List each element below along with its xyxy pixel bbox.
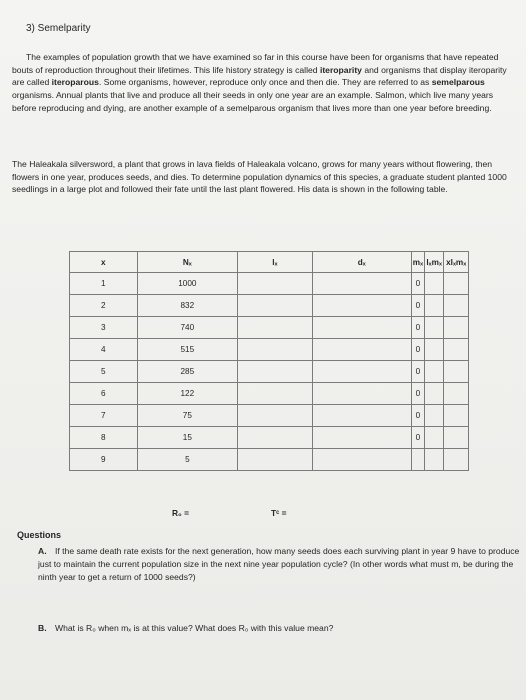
cell-dx (312, 361, 411, 383)
cell-mx: 0 (411, 383, 424, 405)
table-row (70, 383, 469, 405)
cell-xlxmx (444, 383, 469, 405)
cell-nx: 1000 (137, 273, 237, 295)
cell-x: 1 (70, 273, 138, 295)
para1-mid1: and organisms that display iteroparity are called (12, 64, 507, 88)
section-heading: 3) Semelparity (26, 23, 91, 34)
table-row (70, 449, 469, 471)
para1-mid2: . Some organisms, however, reproduce only once and then die. They are referred to as (98, 77, 432, 88)
question-b (38, 622, 522, 635)
col-header-nx: Nₓ (137, 252, 237, 273)
cell-dx (312, 383, 411, 405)
table-row (70, 361, 469, 383)
cell-mx: 0 (411, 361, 424, 383)
cell-lx (238, 295, 313, 317)
question-b-label: B. (38, 623, 47, 633)
paragraph-semelparity-intro (12, 51, 518, 115)
cell-x: 6 (70, 383, 138, 405)
cell-x: 7 (70, 405, 138, 427)
cell-nx: 122 (137, 383, 237, 405)
questions-title: Questions (17, 530, 62, 540)
cell-lxmx (425, 273, 444, 295)
cell-lx (238, 427, 313, 449)
cell-lxmx (425, 383, 444, 405)
question-a-text: If the same death rate exists for the next generation, how many seeds does each surviving plant in year 9 have to produce just to maintain the current population size in the next nine year population cycle? (In other words what must m, be during the ninth year to get a return of 1000 seeds?) (38, 546, 520, 582)
cell-nx: 515 (137, 339, 237, 361)
r0-label: R₀ = (172, 508, 190, 518)
cell-lxmx (425, 339, 444, 361)
term-semelparous: semelparous (431, 77, 485, 88)
question-b-text: What is R₀ when mₓ is at this value? What does R₀ with this value mean? (55, 623, 334, 633)
cell-xlxmx (444, 339, 469, 361)
cell-mx: 0 (411, 427, 424, 449)
cell-xlxmx (444, 449, 469, 471)
cell-lxmx (425, 405, 444, 427)
cell-nx: 5 (137, 449, 237, 471)
col-header-mx: mₓ (411, 252, 424, 273)
life-table (69, 251, 469, 471)
table-row (70, 405, 469, 427)
cell-dx (312, 405, 411, 427)
cell-nx: 15 (137, 427, 237, 449)
cell-lx (238, 339, 313, 361)
cell-dx (312, 317, 411, 339)
cell-nx: 832 (137, 295, 237, 317)
cell-nx: 75 (137, 405, 237, 427)
tc-label: Tᶜ = (271, 508, 287, 518)
cell-x: 5 (70, 361, 138, 383)
cell-lx (238, 405, 313, 427)
col-header-xlxmx: xlₓmₓ (444, 252, 469, 273)
cell-x: 2 (70, 295, 138, 317)
cell-dx (312, 295, 411, 317)
cell-lxmx (425, 449, 444, 471)
col-header-lx: lₓ (238, 252, 313, 273)
table-row (70, 317, 469, 339)
table-row (70, 273, 469, 295)
life-table-header-row (70, 252, 469, 273)
cell-lxmx (425, 361, 444, 383)
cell-mx: 0 (411, 317, 424, 339)
col-header-dx: dₓ (312, 252, 411, 273)
cell-lx (238, 273, 313, 295)
cell-xlxmx (444, 405, 469, 427)
cell-x: 4 (70, 339, 138, 361)
cell-mx: 0 (411, 339, 424, 361)
cell-xlxmx (444, 273, 469, 295)
term-iteroparous: iteroparous (51, 77, 99, 88)
cell-dx (312, 339, 411, 361)
cell-x: 9 (70, 449, 138, 471)
cell-lx (238, 449, 313, 471)
cell-x: 8 (70, 427, 138, 449)
cell-nx: 285 (137, 361, 237, 383)
cell-lxmx (425, 295, 444, 317)
cell-mx (411, 449, 424, 471)
col-header-x: x (70, 252, 138, 273)
cell-lx (238, 383, 313, 405)
question-a (38, 545, 522, 583)
cell-xlxmx (444, 427, 469, 449)
question-a-label: A. (38, 546, 47, 556)
cell-dx (312, 449, 411, 471)
cell-x: 3 (70, 317, 138, 339)
cell-xlxmx (444, 295, 469, 317)
cell-nx: 740 (137, 317, 237, 339)
para1-intro: The examples of population growth that we have examined so far in this course have been for organisms that have repeated bouts of reproduction throughout their lifetimes. This life history strategy is called (12, 52, 499, 75)
table-row (70, 427, 469, 449)
cell-mx: 0 (411, 273, 424, 295)
cell-mx: 0 (411, 295, 424, 317)
cell-dx (312, 427, 411, 449)
cell-dx (312, 273, 411, 295)
paragraph-silversword: The Haleakala silversword, a plant that grows in lava fields of Haleakala volcano, grows for many years without flowering, then flowers in one year, produces seeds, and dies. To determine population dynamics of this species, a graduate student planted 1000 seedlings in a large plot and followed their fate until the last plant flowered. His data is shown in the following table. (12, 159, 507, 195)
para1-rest: organisms. Annual plants that live and produce all their seeds in only one year are an example. Salmon, which live many years before reproducing and dying, are another example of a semelparous organism that lives more than one year before breeding. (12, 90, 494, 113)
cell-mx: 0 (411, 405, 424, 427)
table-row (70, 295, 469, 317)
cell-lxmx (425, 427, 444, 449)
cell-xlxmx (444, 317, 469, 339)
cell-lxmx (425, 317, 444, 339)
cell-xlxmx (444, 361, 469, 383)
col-header-lxmx: lₓmₓ (425, 252, 444, 273)
cell-lx (238, 361, 313, 383)
cell-lx (238, 317, 313, 339)
table-row (70, 339, 469, 361)
term-iteroparity: iteroparity (319, 64, 362, 75)
